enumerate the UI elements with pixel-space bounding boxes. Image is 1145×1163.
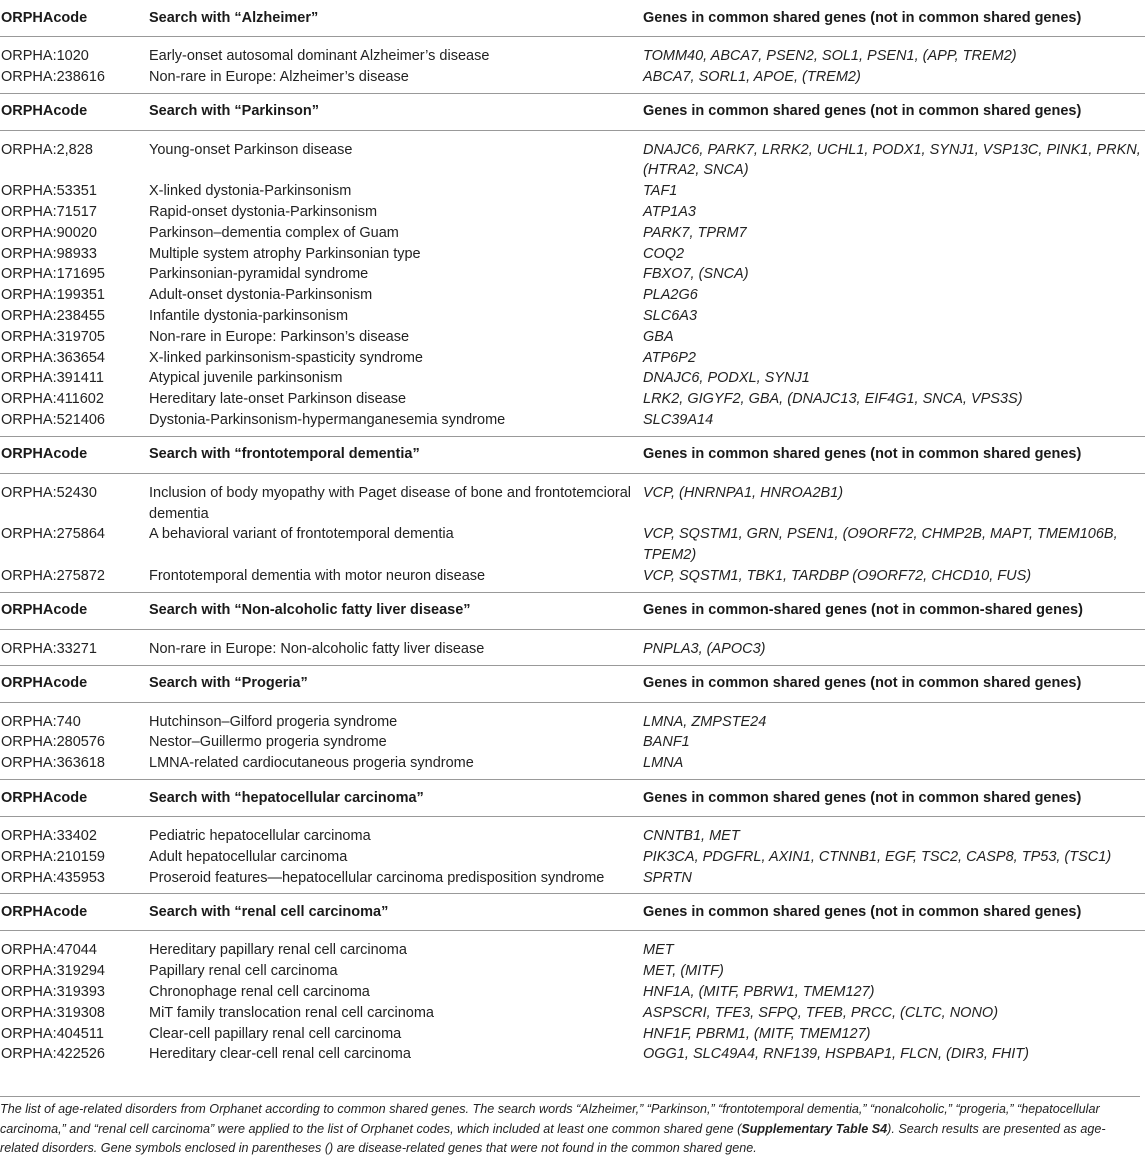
- genes-cell: OGG1, SLC49A4, RNF139, HSPBAP1, FLCN, (DIR3, FHIT): [643, 1046, 1029, 1063]
- table-row: [0, 629, 1145, 665]
- disease-name-cell: Parkinsonian-pyramidal syndrome: [149, 266, 369, 283]
- orpha-code-cell: ORPHA:363654: [1, 349, 105, 366]
- disease-name-cell: Hereditary clear-cell renal cell carcinoma: [149, 1046, 411, 1063]
- orpha-code-cell: ORPHA:53351: [1, 183, 97, 200]
- genes-cell: VCP, SQSTM1, TBK1, TARDBP (O9ORF72, CHCD10, FUS): [643, 567, 1032, 584]
- disease-name-cell: Hereditary papillary renal cell carcinoma: [149, 942, 407, 959]
- orpha-code-cell: ORPHA:319705: [1, 328, 105, 345]
- section-header-row: [0, 0, 1145, 37]
- genes-cell: ABCA7, SORL1, APOE, (TREM2): [643, 68, 861, 85]
- genes-cell: COQ2: [643, 245, 685, 262]
- section-search-title: Search with “renal cell carcinoma”: [148, 894, 642, 931]
- orpha-code-cell: ORPHA:422526: [1, 1046, 105, 1063]
- disease-name-cell: X-linked dystonia-Parkinsonism: [149, 183, 352, 200]
- disease-name-cell: LMNA-related cardiocutaneous progeria syndrome: [149, 755, 474, 772]
- orpha-code-cell: ORPHA:33402: [1, 827, 97, 844]
- genes-cell: PARK7, TPRM7: [643, 224, 747, 241]
- disease-name-cell: Infantile dystonia-parkinsonism: [149, 307, 349, 324]
- disease-name-cell: Non-rare in Europe: Non-alcoholic fatty liver disease: [149, 640, 485, 657]
- section-search-title: Search with “Non-alcoholic fatty liver disease”: [148, 592, 642, 629]
- disease-name-cell: Atypical juvenile parkinsonism: [149, 370, 343, 387]
- genes-cell: MET, (MITF): [643, 963, 724, 980]
- table-row: [0, 410, 1145, 436]
- column-header-code: ORPHAcode: [0, 592, 148, 629]
- genes-cell: ATP6P2: [643, 349, 696, 366]
- column-header-genes: Genes in common shared genes (not in common shared genes): [642, 436, 1145, 473]
- disease-name-cell: Nestor–Guillermo progeria syndrome: [149, 734, 387, 751]
- genes-cell: GBA: [643, 328, 674, 345]
- table-row: [0, 961, 1145, 982]
- orpha-code-cell: ORPHA:98933: [1, 245, 97, 262]
- genes-cell: CNNTB1, MET: [643, 827, 740, 844]
- caption-text-2: ). Search results are presented as age-related disorders. Gene symbols enclosed in parentheses () are disease-related genes that were not found in the common shared gene.: [0, 1121, 1106, 1155]
- column-header-genes: Genes in common shared genes (not in common shared genes): [642, 0, 1145, 37]
- disease-name-cell: X-linked parkinsonism-spasticity syndrome: [149, 349, 423, 366]
- table-row: [0, 524, 1145, 566]
- disease-name-cell: Early-onset autosomal dominant Alzheimer’s disease: [149, 48, 490, 64]
- table-row: [0, 982, 1145, 1003]
- genes-cell: SLC39A14: [643, 411, 714, 428]
- table-row: [0, 244, 1145, 265]
- table-row: [0, 223, 1145, 244]
- column-header-code: ORPHAcode: [0, 93, 148, 130]
- genes-cell: LRK2, GIGYF2, GBA, (DNAJC13, EIF4G1, SNCA, VPS3S): [643, 391, 1023, 408]
- orpha-code-cell: ORPHA:199351: [1, 287, 105, 304]
- genes-cell: PNPLA3, (APOC3): [643, 640, 766, 657]
- table-row: [0, 130, 1145, 181]
- table-row: [0, 1024, 1145, 1045]
- genes-cell: SLC6A3: [643, 307, 698, 324]
- orpha-code-cell: ORPHA:521406: [1, 411, 105, 428]
- section-search-title: Search with “hepatocellular carcinoma”: [148, 779, 642, 816]
- column-header-genes: Genes in common shared genes (not in common shared genes): [642, 665, 1145, 702]
- orpha-code-cell: ORPHA:33271: [1, 640, 97, 657]
- orpha-code-cell: ORPHA:411602: [1, 391, 104, 408]
- section-search-title: Search with “Parkinson”: [148, 93, 642, 130]
- orpha-code-cell: ORPHA:435953: [1, 869, 105, 886]
- disease-name-cell: Parkinson–dementia complex of Guam: [149, 224, 399, 241]
- table-row: [0, 264, 1145, 285]
- column-header-genes: Genes in common shared genes (not in common shared genes): [642, 779, 1145, 816]
- genes-cell: LMNA: [643, 755, 684, 772]
- table-row: [0, 202, 1145, 223]
- genes-cell: PIK3CA, PDGFRL, AXIN1, CTNNB1, EGF, TSC2, CASP8, TP53, (TSC1): [643, 848, 1112, 865]
- disease-name-cell: Non-rare in Europe: Parkinson’s disease: [149, 328, 410, 345]
- orpha-code-cell: ORPHA:319294: [1, 963, 105, 980]
- table-row: [0, 1044, 1145, 1070]
- orpha-code-cell: ORPHA:2,828: [1, 141, 93, 158]
- disease-name-cell: Hutchinson–Gilford progeria syndrome: [149, 713, 398, 730]
- table-row: [0, 473, 1145, 524]
- orpha-code-cell: ORPHA:238616: [1, 68, 105, 85]
- disease-name-cell: Young-onset Parkinson disease: [149, 141, 353, 158]
- disease-name-cell: Chronophage renal cell carcinoma: [149, 983, 370, 1000]
- disease-name-cell: Adult-onset dystonia-Parkinsonism: [149, 287, 373, 304]
- genes-cell: VCP, (HNRNPA1, HNROA2B1): [643, 484, 844, 501]
- orpha-code-cell: ORPHA:90020: [1, 224, 97, 241]
- table-row: [0, 348, 1145, 369]
- genes-cell: TAF1: [643, 183, 678, 200]
- genes-cell: ASPSCRI, TFE3, SFPQ, TFEB, PRCC, (CLTC, NONO): [643, 1004, 999, 1021]
- table-row: [0, 368, 1145, 389]
- orpha-code-cell: ORPHA:319308: [1, 1004, 105, 1021]
- orpha-code-cell: ORPHA:740: [1, 713, 81, 730]
- disease-name-cell: Proseroid features—hepatocellular carcinoma predisposition syndrome: [149, 869, 605, 886]
- table-row: [0, 67, 1145, 93]
- genes-cell: BANF1: [643, 734, 690, 751]
- disease-name-cell: Frontotemporal dementia with motor neuron disease: [149, 567, 486, 584]
- disease-name-cell: Clear-cell papillary renal cell carcinoma: [149, 1025, 402, 1042]
- orpha-code-cell: ORPHA:52430: [1, 484, 97, 501]
- genes-cell: HNF1F, PBRM1, (MITF, TMEM127): [643, 1025, 871, 1042]
- column-header-code: ORPHAcode: [0, 779, 148, 816]
- column-header-genes: Genes in common shared genes (not in common shared genes): [642, 93, 1145, 130]
- table-row: [0, 847, 1145, 868]
- orpha-code-cell: ORPHA:47044: [1, 942, 97, 959]
- orpha-code-cell: ORPHA:275872: [1, 567, 105, 584]
- section-search-title: Search with “Alzheimer”: [148, 0, 642, 37]
- disease-name-cell: Papillary renal cell carcinoma: [149, 963, 338, 980]
- orpha-code-cell: ORPHA:391411: [1, 370, 104, 387]
- table-row: [0, 732, 1145, 753]
- disease-name-cell: A behavioral variant of frontotemporal dementia: [149, 526, 454, 543]
- column-header-code: ORPHAcode: [0, 665, 148, 702]
- section-header-row: [0, 665, 1145, 702]
- column-header-code: ORPHAcode: [0, 0, 148, 37]
- orpha-code-cell: ORPHA:1020: [1, 48, 89, 64]
- column-header-genes: Genes in common shared genes (not in common shared genes): [642, 894, 1145, 931]
- section-header-row: [0, 592, 1145, 629]
- orpha-code-cell: ORPHA:319393: [1, 983, 105, 1000]
- section-header-row: [0, 436, 1145, 473]
- genes-cell: HNF1A, (MITF, PBRW1, TMEM127): [643, 983, 875, 1000]
- disease-name-cell: Dystonia-Parkinsonism-hypermanganesemia syndrome: [149, 411, 506, 428]
- table-row: [0, 1003, 1145, 1024]
- disease-name-cell: Pediatric hepatocellular carcinoma: [149, 827, 371, 844]
- caption-supplementary-ref: Supplementary Table S4: [741, 1121, 888, 1136]
- column-header-code: ORPHAcode: [0, 436, 148, 473]
- table-row: [0, 753, 1145, 779]
- table-row: [0, 702, 1145, 732]
- table-row: [0, 816, 1145, 846]
- orpha-code-cell: ORPHA:71517: [1, 203, 97, 220]
- genes-cell: DNAJC6, PODXL, SYNJ1: [643, 370, 810, 387]
- section-search-title: Search with “frontotemporal dementia”: [148, 436, 642, 473]
- table-row: [0, 285, 1145, 306]
- orpha-code-cell: ORPHA:238455: [1, 307, 105, 324]
- orpha-code-cell: ORPHA:404511: [1, 1025, 104, 1042]
- genes-cell: FBXO7, (SNCA): [643, 266, 749, 283]
- disease-name-cell: Multiple system atrophy Parkinsonian type: [149, 245, 421, 262]
- genes-cell: PLA2G6: [643, 287, 698, 304]
- table-row: [0, 306, 1145, 327]
- table-row: [0, 868, 1145, 894]
- table-caption: [0, 1096, 1140, 1159]
- column-header-genes: Genes in common-shared genes (not in common-shared genes): [642, 592, 1145, 629]
- section-search-title: Search with “Progeria”: [148, 665, 642, 702]
- orpha-code-cell: ORPHA:275864: [1, 526, 105, 543]
- section-header-row: [0, 93, 1145, 130]
- genes-cell: SPRTN: [643, 869, 692, 886]
- orpha-code-cell: ORPHA:363618: [1, 755, 105, 772]
- disease-name-cell: Hereditary late-onset Parkinson disease: [149, 391, 407, 408]
- disease-name-cell: Inclusion of body myopathy with Paget disease of bone and frontotemcioral dementia: [149, 484, 632, 522]
- column-header-code: ORPHAcode: [0, 894, 148, 931]
- table-row: [0, 181, 1145, 202]
- table-row: [0, 389, 1145, 410]
- section-header-row: [0, 894, 1145, 931]
- caption-text-1: The list of age-related disorders from Orphanet according to common shared genes. The search words “Alzheimer,” “Parkinson,” “frontotemporal dementia,” “nonalcoholic,” “progeria,” “hepatocellular carcinoma,” and “renal cell carcinoma” were applied to the list of Orphanet codes, which included at least one common shared gene (: [0, 1102, 1100, 1136]
- section-header-row: [0, 779, 1145, 816]
- genes-cell: MET: [643, 942, 674, 959]
- orpha-code-cell: ORPHA:210159: [1, 848, 105, 865]
- table-row: [0, 566, 1145, 592]
- orpha-code-cell: ORPHA:280576: [1, 734, 105, 751]
- genes-cell: TOMM40, ABCA7, PSEN2, SOL1, PSEN1, (APP, TREM2): [643, 48, 1017, 64]
- genes-cell: LMNA, ZMPSTE24: [643, 713, 767, 730]
- disease-name-cell: Rapid-onset dystonia-Parkinsonism: [149, 203, 378, 220]
- orpha-code-cell: ORPHA:171695: [1, 266, 105, 283]
- table-row: [0, 37, 1145, 67]
- disease-name-cell: MiT family translocation renal cell carcinoma: [149, 1004, 435, 1021]
- genes-cell: VCP, SQSTM1, GRN, PSEN1, (O9ORF72, CHMP2B, MAPT, TMEM106B, TPEM2): [643, 526, 1118, 564]
- table-row: [0, 327, 1145, 348]
- disease-name-cell: Non-rare in Europe: Alzheimer’s disease: [149, 68, 409, 85]
- table-row: [0, 931, 1145, 961]
- genes-cell: ATP1A3: [643, 203, 696, 220]
- disease-name-cell: Adult hepatocellular carcinoma: [149, 848, 348, 865]
- genes-cell: DNAJC6, PARK7, LRRK2, UCHL1, PODX1, SYNJ1, VSP13C, PINK1, PRKN, (HTRA2, SNCA): [643, 141, 1141, 179]
